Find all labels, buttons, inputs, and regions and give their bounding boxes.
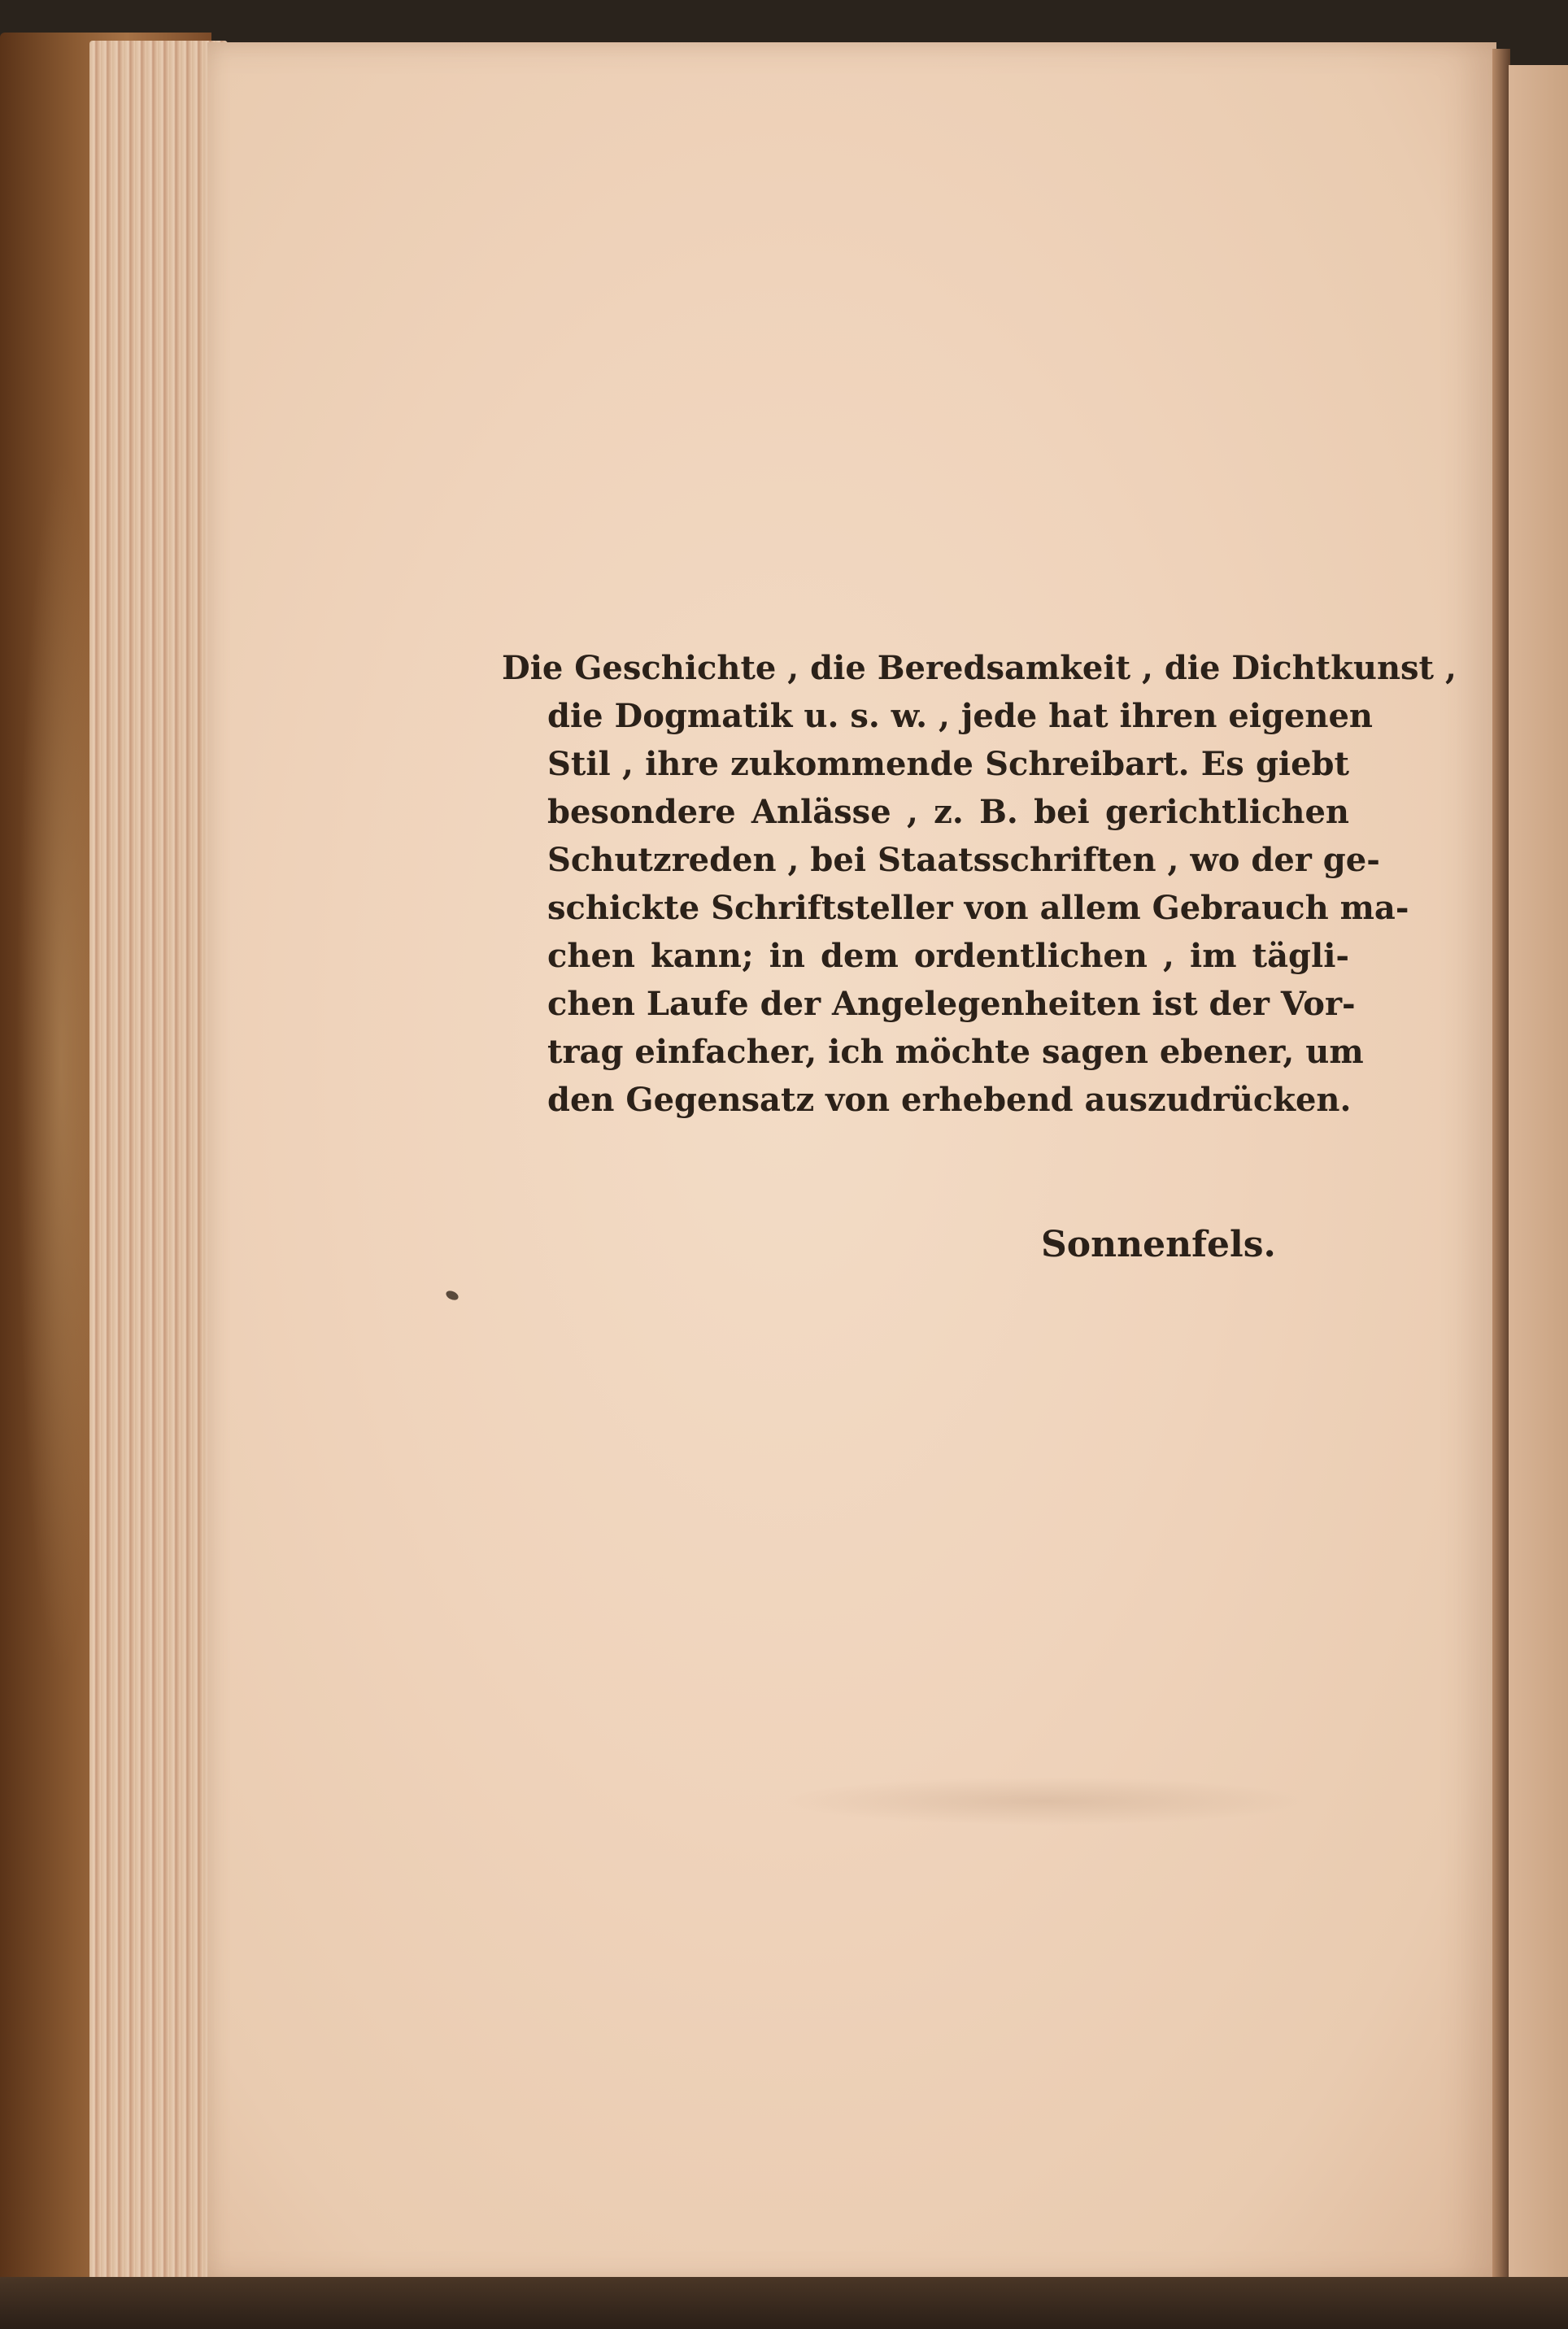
quote-text <box>502 644 1457 1124</box>
text-line: schickte Schriftsteller von allem Gebrauch ma- <box>547 889 1409 927</box>
text-line: die Dogmatik u. s. w. , jede hat ihren eigenen <box>547 697 1373 735</box>
author-signature: Sonnenfels. <box>1041 1224 1276 1265</box>
text-line: Die Geschichte , die Beredsamkeit , die Dichtkunst , <box>502 649 1457 687</box>
facing-page <box>1509 65 1568 2293</box>
text-line: Schutzreden , bei Staatsschriften , wo der ge- <box>547 841 1380 879</box>
bottom-shadow <box>0 2277 1568 2329</box>
text-line: Stil , ihre zukommende Schreibart. Es giebt <box>547 745 1349 783</box>
text-line: chen Laufe der Angelegenheiten ist der Vor- <box>547 985 1356 1023</box>
book-page <box>207 42 1496 2283</box>
text-line: den Gegensatz von erhebend auszudrücken. <box>547 1081 1352 1119</box>
show-through-stain <box>781 1777 1309 1826</box>
text-line: trag einfacher, ich möchte sagen ebener, um <box>547 1033 1364 1071</box>
text-line: chen kann; in dem ordentlichen , im tägli- <box>547 937 1349 975</box>
book-gutter <box>1492 49 1510 2277</box>
text-line: besondere Anlässe , z. B. bei gerichtlichen <box>547 793 1349 831</box>
